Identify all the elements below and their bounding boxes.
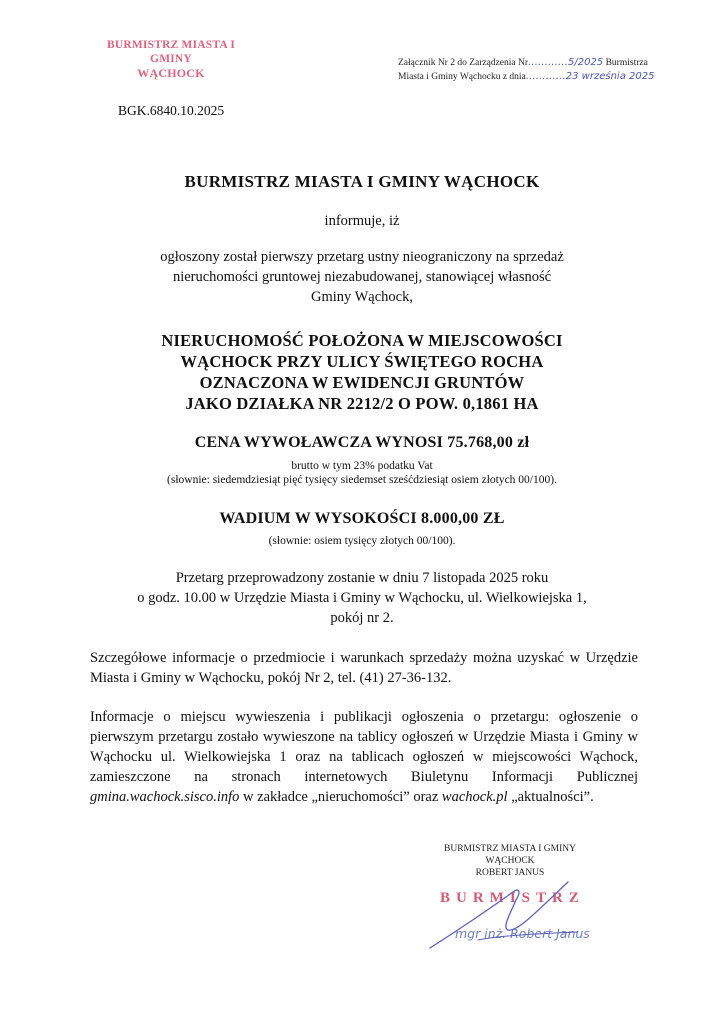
deposit-heading: WADIUM W WYSOKOŚCI 8.000,00 ZŁ	[219, 510, 505, 527]
starting-price-details	[0, 459, 724, 487]
deposit-in-words: (słownie: osiem tysięcy złotych 00/100).	[268, 535, 456, 547]
intro-paragraph	[0, 247, 724, 307]
price-in-words: (słownie: siedemdziesiąt pięć tysięcy siedemset sześćdziesiąt osiem złotych 00/100).	[167, 474, 557, 486]
property-line: WĄCHOCK PRZY ULICY ŚWIĘTEGO ROCHA	[180, 352, 544, 371]
intro-line: nieruchomości gruntowej niezabudowanej, stanowiącej własność	[172, 269, 552, 285]
burmistrz-stamp: BURMISTRZ	[440, 890, 585, 906]
auction-line: o godz. 10.00 w Urzędzie Miasta i Gminy w Wąchocku, ul. Wielkowiejska 1,	[137, 590, 587, 606]
annex-note	[398, 56, 698, 84]
office-stamp-line2: WĄCHOCK	[137, 66, 205, 80]
name-stamp: mgr inż. Robert Janus	[455, 926, 590, 941]
starting-price-heading: CENA WYWOŁAWCZA WYNOSI 75.768,00 zł	[194, 434, 530, 451]
info-text-part3: „aktualności”.	[507, 789, 594, 805]
property-line: JAKO DZIAŁKA NR 2212/2 O POW. 0,1861 HA	[185, 394, 539, 413]
intro-line: ogłoszony został pierwszy przetarg ustny nieograniczony na sprzedaż	[160, 249, 564, 265]
auction-line: pokój nr 2.	[330, 610, 394, 626]
annex-handwritten-date: …………23 września 2025	[525, 71, 655, 82]
website-link[interactable]: wachock.pl	[441, 789, 508, 805]
info-text-part1: Informacje o miejscu wywieszenia i publikacji ogłoszenia o przetargu: ogłoszenie o pierwszym przetargu zostało wywieszone na tablicy ogłoszeń w Urzędzie Miasta i Gminy w Wąchocku ul. Wielkowiejska 1 oraz na tablicach ogłoszeń w miejscowości Wąchock, zamieszczone na stronach internetowych Biuletynu Informacji Publicznej	[90, 709, 638, 785]
auction-line: Przetarg przeprowadzony zostanie w dniu 7 listopada 2025 roku	[175, 570, 549, 586]
handwritten-signature	[418, 870, 588, 960]
office-stamp-line1: BURMISTRZ MIASTA I GMINY	[107, 39, 235, 65]
annex-line2	[398, 70, 698, 84]
property-description	[0, 330, 724, 414]
property-line: OZNACZONA W EWIDENCJI GRUNTÓW	[199, 373, 525, 392]
annex-line2-prefix: Miasta i Gminy Wąchocku z dnia	[398, 72, 526, 82]
property-line: NIERUCHOMOŚĆ POŁOŻONA W MIEJSCOWOŚCI	[161, 331, 563, 350]
intro-line: Gminy Wąchock,	[310, 289, 413, 305]
signature-title-line2: WĄCHOCK	[485, 856, 535, 866]
details-paragraph: Szczegółowe informacje o przedmiocie i warunkach sprzedaży można uzyskać w Urzędzie Miasta i Gminy w Wąchocku, pokój Nr 2, tel. (41) 27-36-132.	[90, 650, 638, 686]
bip-link[interactable]: gmina.wachock.sisco.info	[90, 789, 240, 805]
annex-handwritten-number: …………5/2025	[528, 57, 604, 68]
signature-name: ROBERT JANUS	[475, 868, 545, 878]
price-vat-note: brutto w tym 23% podatku Vat	[291, 460, 433, 472]
annex-line1	[398, 56, 698, 70]
auction-date-paragraph	[0, 568, 724, 628]
office-stamp	[86, 38, 256, 80]
signature-title-line1: BURMISTRZ MIASTA I GMINY	[444, 844, 576, 854]
informs-line: informuje, iż	[324, 213, 400, 229]
document-title: BURMISTRZ MIASTA I GMINY WĄCHOCK	[184, 172, 540, 191]
annex-line1-prefix: Załącznik Nr 2 do Zarządzenia Nr	[398, 58, 529, 68]
info-text-part2: w zakładce „nieruchomości” oraz	[239, 789, 442, 805]
annex-line1-suffix: Burmistrza	[603, 58, 648, 68]
publication-info-paragraph	[90, 707, 638, 807]
reference-number: BGK.6840.10.2025	[118, 103, 225, 118]
